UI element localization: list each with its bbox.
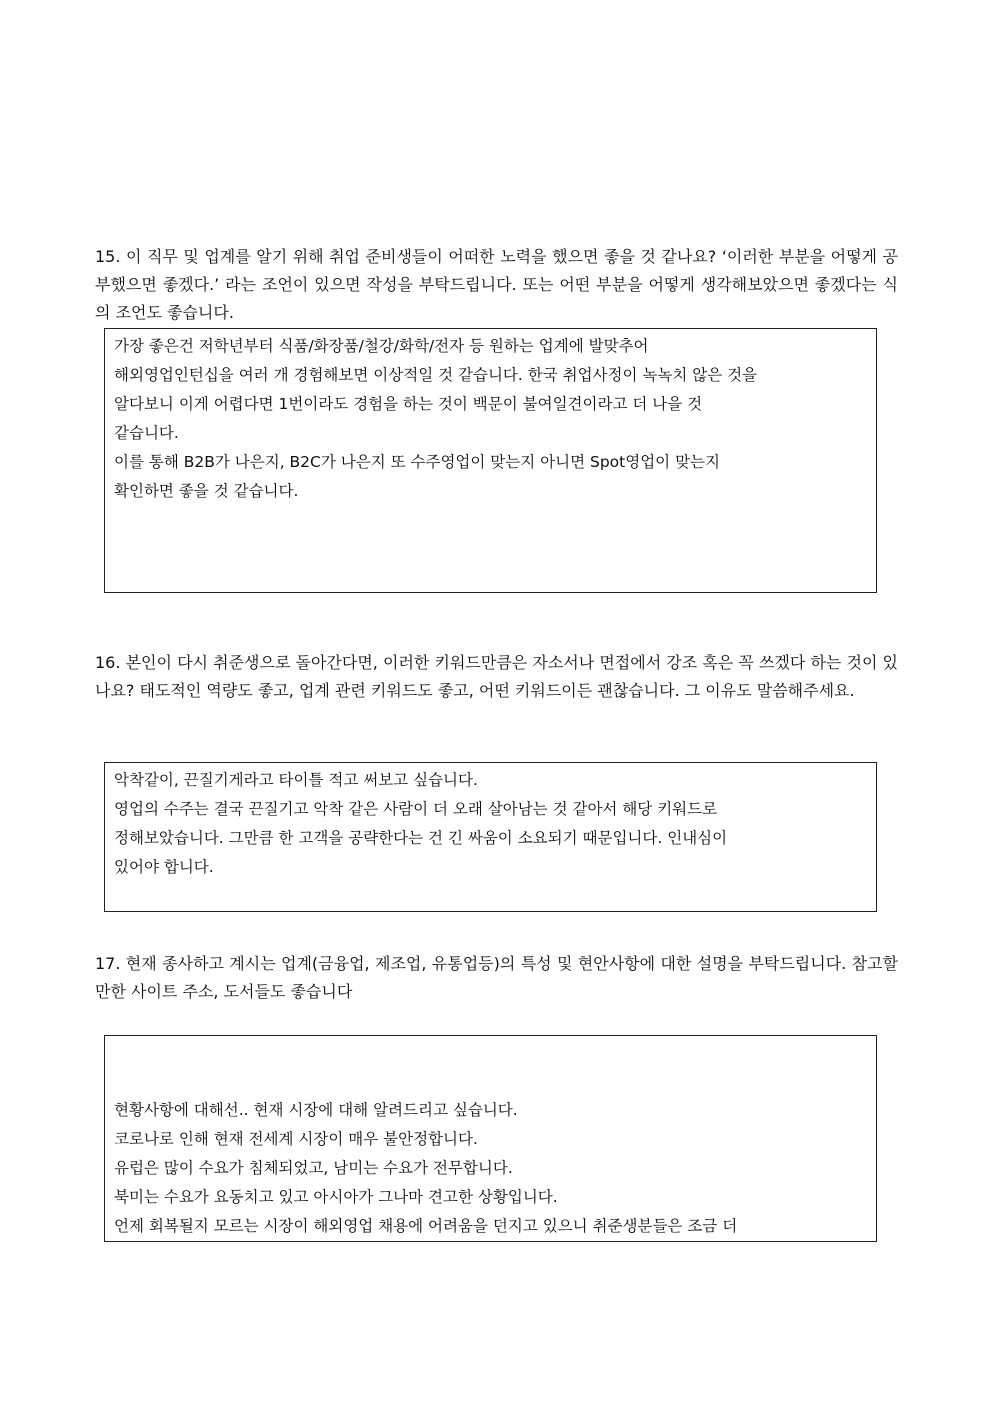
question-17-text: 17. 현재 종사하고 계시는 업계(금융업, 제조업, 유통업등)의 특성 및 현안사항에 대한 설명을 부탁드립니다. 참고할만한 사이트 주소, 도서들도 좋습니다: [95, 954, 898, 1001]
answer-15-line: 이를 통해 B2B가 나은지, B2C가 나은지 또 수주영업이 맞는지 아니면 Spot영업이 맞는지: [114, 453, 721, 471]
answer-17-line: 북미는 수요가 요동치고 있고 아시아가 그나마 견고한 상황입니다.: [114, 1188, 558, 1206]
answer-15-line: 같습니다.: [114, 424, 179, 442]
answer-17-line: 코로나로 인해 현재 전세계 시장이 매우 불안정합니다.: [114, 1130, 478, 1148]
answer-15-line: 확인하면 좋을 것 같습니다.: [114, 482, 299, 500]
answer-16-box: [104, 762, 877, 912]
answer-17-box: [104, 1035, 877, 1242]
answer-15-line: 해외영업인턴십을 여러 개 경험해보면 이상적일 것 같습니다. 한국 취업사정이 녹녹치 않은 것을: [114, 366, 758, 384]
answer-17-line: 언제 회복될지 모르는 시장이 해외영업 채용에 어려움을 던지고 있으니 취준생분들은 조금 더: [114, 1217, 738, 1235]
question-16-text: 16. 본인이 다시 취준생으로 돌아간다면, 이러한 키워드만큼은 자소서나 면접에서 강조 혹은 꼭 쓰겠다 하는 것이 있나요? 태도적인 역량도 좋고, 업계 관련 키워드도 좋고, 어떤 키워드이든 괜찮습니다. 그 이유도 말씀해주세요.: [95, 653, 898, 700]
answer-17-line: 현황사항에 대해선.. 현재 시장에 대해 알려드리고 싶습니다.: [114, 1101, 518, 1119]
answer-15-line: 알다보니 이게 어렵다면 1번이라도 경험을 하는 것이 백문이 불여일견이라고 더 나을 것: [114, 395, 703, 413]
answer-15-box: [104, 328, 877, 593]
question-15-text: 15. 이 직무 및 업계를 알기 위해 취업 준비생들이 어떠한 노력을 했으면 좋을 것 같나요? ‘이러한 부분을 어떻게 공부했으면 좋겠다.’ 라는 조언이 있으면 작성을 부탁드립니다. 또는 어떤 부분을 어떻게 생각해보았으면 좋겠다는 식의 조언도 좋습니다.: [95, 247, 898, 322]
answer-17-line: 유럽은 많이 수요가 침체되었고, 남미는 수요가 전무합니다.: [114, 1159, 513, 1177]
answer-16-line: 정해보았습니다. 그만큼 한 고객을 공략한다는 건 긴 싸움이 소요되기 때문입니다. 인내심이: [114, 829, 728, 847]
answer-16-line: 영업의 수주는 결국 끈질기고 악착 같은 사람이 더 오래 살아남는 것 같아서 해당 키워드로: [114, 800, 718, 818]
answer-16-line: 있어야 합니다.: [114, 858, 214, 876]
answer-16-line: 악착같이, 끈질기게라고 타이틀 적고 써보고 싶습니다.: [114, 771, 478, 789]
answer-15-line: 가장 좋은건 저학년부터 식품/화장품/철강/화학/전자 등 원하는 업계에 발맞추어: [114, 337, 649, 355]
